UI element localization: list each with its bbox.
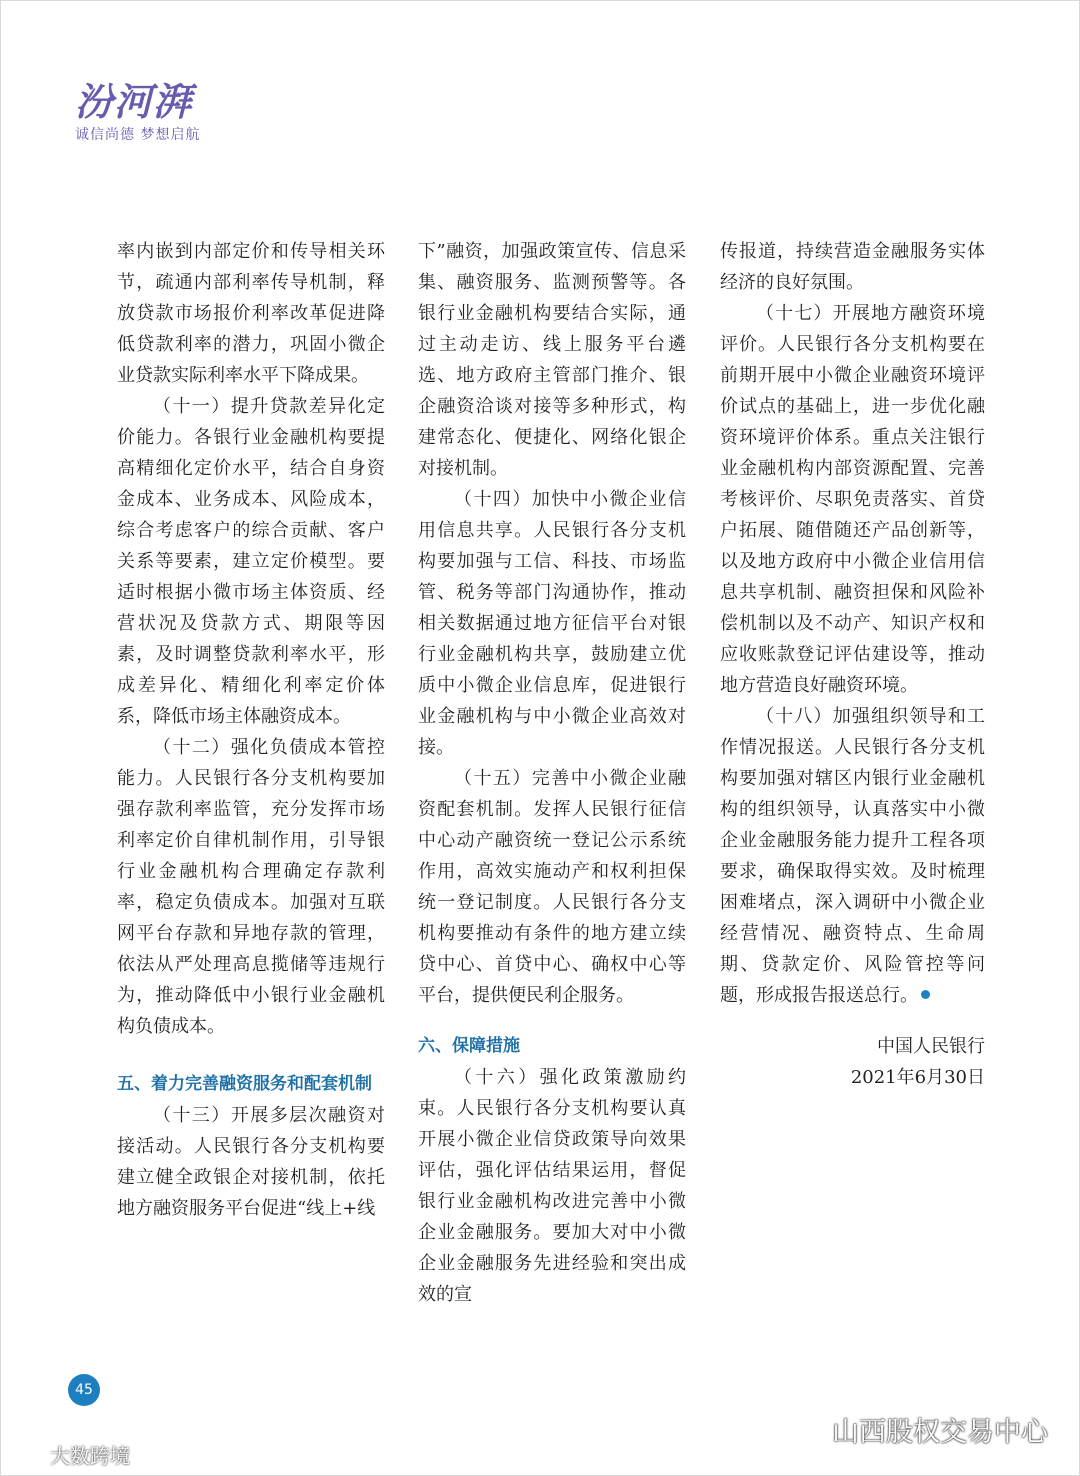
signature (720, 1031, 985, 1093)
section-heading-6: 六、保障措施 (418, 1036, 520, 1056)
page-number: 45 (68, 1374, 100, 1406)
paragraph: 率内嵌到内部定价和传导相关环节，疏通内部利率传导机制，释放贷款市场报价利率改革促进降低贷款利率的潜力，巩固小微企业贷款实际利率水平下降成果。 (117, 241, 385, 386)
watermark-right (790, 1410, 1048, 1449)
watermark-left-text: 大数跨境 (50, 1444, 130, 1468)
paragraph: （十六）强化政策激励约束。人民银行各分支机构要认真开展小微企业信贷政策导向效果评估，强化评估结果运用，督促银行业金融机构改进完善中小微企业金融服务。要加大对中小微企业金融服务先进经验和突出成效的宣 (418, 1067, 686, 1305)
masthead (75, 80, 200, 144)
watermark-left (4, 1440, 130, 1469)
wechat-icon (790, 1415, 824, 1445)
signature-org: 中国人民银行 (877, 1036, 985, 1057)
text-column-2 (418, 236, 686, 1310)
signature-date: 2021年6月30日 (850, 1067, 985, 1088)
paragraph: （十七）开展地方融资环境评价。人民银行各分支机构要在前期开展中小微企业融资环境评价试点的基础上，进一步优化融资环境评价体系。重点关注银行业金融机构内部资源配置、完善考核评价、尽职免责落实、首贷户拓展、随借随还产品创新等，以及地方政府中小微企业信用信息共享机制、融资担保和风险补偿机制以及不动产、知识产权和应收账款登记评估建设等，推动地方营造良好融资环境。 (720, 303, 985, 696)
paragraph: （十二）强化负债成本管控能力。人民银行各分支机构要加强存款利率监管，充分发挥市场利率定价自律机制作用，引导银行业金融机构合理确定存款利率，稳定负债成本。加强对互联网平台存款和异地存款的管理，依法从严处理高息揽储等违规行为，推动降低中小银行业金融机构负债成本。 (117, 737, 385, 1037)
text-column-1 (117, 236, 385, 1224)
paragraph-final (720, 701, 985, 1011)
section-heading-5: 五、着力完善融资服务和配套机制 (117, 1074, 372, 1094)
paragraph: 传报道，持续营造金融服务实体经济的良好氛围。 (720, 241, 985, 293)
magazine-slogan: 诚信尚德 梦想启航 (75, 127, 201, 143)
text-column-3 (720, 236, 985, 1093)
watermark-right-text: 山西股权交易中心 (832, 1417, 1048, 1448)
paragraph: 下”融资，加强政策宣传、信息采集、融资服务、监测预警等。各银行业金融机构要结合实际，通过主动走访、线上服务平台遴选、地方政府主管部门推介、银企融资洽谈对接等多种形式，构建常态化、便捷化、网络化银企对接机制。 (418, 241, 686, 479)
paragraph: （十四）加快中小微企业信用信息共享。人民银行各分支机构要加强与工信、科技、市场监管、税务等部门沟通协作，推动相关数据通过地方征信平台对银行业金融机构共享，鼓励建立优质中小微企业信息库，促进银行业金融机构与中小微企业高效对接。 (418, 489, 686, 758)
brand-logo-icon (4, 1442, 46, 1468)
paragraph: （十一）提升贷款差异化定价能力。各银行业金融机构要提高精细化定价水平，结合自身资金成本、业务成本、风险成本，综合考虑客户的综合贡献、客户关系等要素，建立定价模型。要适时根据小微市场主体资质、经营状况及贷款方式、期限等因素，及时调整贷款利率水平，形成差异化、精细化利率定价体系，降低市场主体融资成本。 (117, 396, 385, 727)
magazine-title: 汾河湃 (75, 80, 193, 124)
paragraph-text: （十八）加强组织领导和工作情况报送。人民银行各分支机构要加强对辖区内银行业金融机构的组织领导，认真落实中小微企业金融服务能力提升工程各项要求，确保取得实效。及时梳理困难堵点，深入调研中小微企业经营情况、融资特点、生命周期、贷款定价、风险管控等问题，形成报告报送总行。 (720, 706, 985, 1006)
end-mark-icon (921, 990, 930, 999)
paragraph: （十五）完善中小微企业融资配套机制。发挥人民银行征信中心动产融资统一登记公示系统作用，高效实施动产和权利担保统一登记制度。人民银行各分支机构要推动有条件的地方建立续贷中心、首贷中心、确权中心等平台，提供便民利企服务。 (418, 768, 686, 1006)
paragraph: （十三）开展多层次融资对接活动。人民银行各分支机构要建立健全政银企对接机制，依托地方融资服务平台促进“线上+线 (117, 1105, 385, 1219)
